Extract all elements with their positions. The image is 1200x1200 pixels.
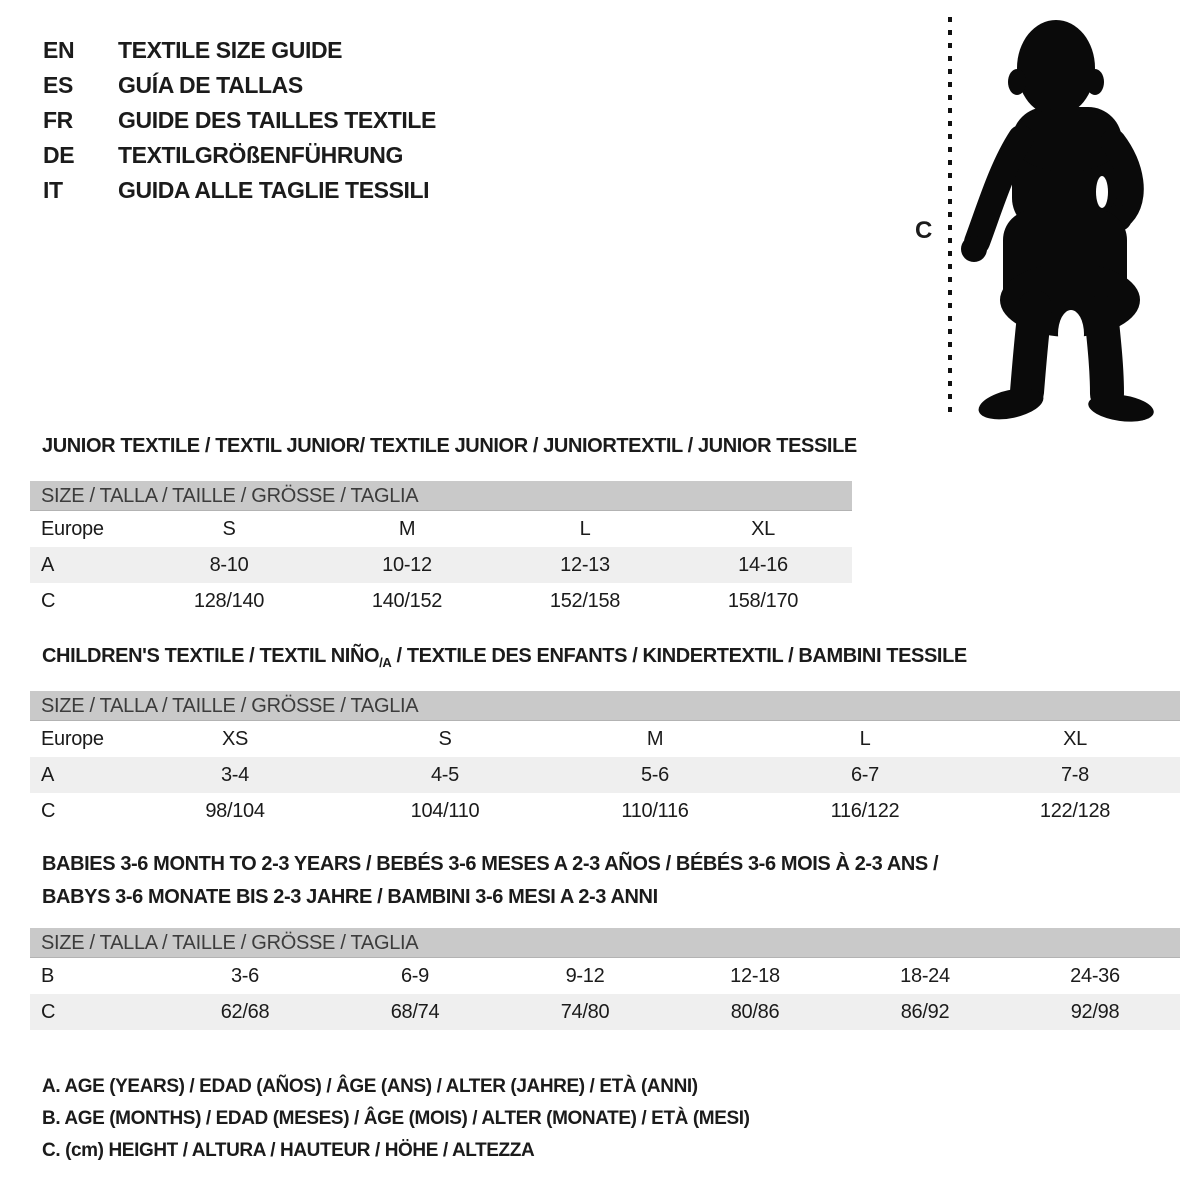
note-height-cm: C. (cm) HEIGHT / ALTURA / HAUTEUR / HÖHE / ALTEZZA — [42, 1140, 535, 1161]
table-cell: L — [579, 517, 591, 540]
babies-size-table — [30, 928, 1180, 1030]
lang-code: DE — [43, 142, 75, 168]
section-title-babies-line2 — [42, 886, 658, 909]
table-cell: 12-13 — [560, 553, 610, 576]
lang-title: TEXTILE SIZE GUIDE — [118, 37, 343, 63]
row-label: Europe — [41, 727, 104, 750]
table-cell: 152/158 — [549, 589, 621, 612]
section-title-children-suffix: / TEXTILE DES ENFANTS / KINDERTEXTIL / BAMBINI TESSILE — [391, 645, 967, 667]
table-cell: 128/140 — [193, 589, 265, 612]
lang-code: IT — [43, 177, 63, 203]
table-cell: S — [222, 517, 236, 540]
table-cell: XL — [1063, 727, 1087, 750]
table-cell: 116/122 — [830, 799, 900, 822]
table-cell: 6-7 — [850, 763, 879, 786]
table-cell: 3-4 — [220, 763, 249, 786]
height-measure-label: C — [915, 217, 933, 244]
table-cell: 8-10 — [209, 553, 249, 576]
table-cell: 5-6 — [640, 763, 669, 786]
table-cell: L — [859, 727, 871, 750]
row-label: C — [41, 799, 56, 822]
table-cell: XL — [751, 517, 775, 540]
section-title-junior-text: JUNIOR TEXTILE / TEXTIL JUNIOR/ TEXTILE JUNIOR / JUNIORTEXTIL / JUNIOR TESSILE — [42, 435, 857, 457]
table-cell: 98/104 — [205, 799, 265, 822]
table-cell: 4-5 — [430, 763, 459, 786]
table-row-europe — [30, 511, 852, 547]
table-cell: 24-36 — [1070, 964, 1120, 987]
baby-silhouette-figure — [905, 12, 1175, 424]
table-cell: 92/98 — [1070, 1000, 1120, 1023]
lang-title: GUÍA DE TALLAS — [118, 72, 303, 98]
table-row-height — [30, 994, 1180, 1030]
table-row-height — [30, 583, 852, 619]
table-cell: 7-8 — [1060, 763, 1089, 786]
lang-row-fr — [43, 103, 436, 138]
lang-row-de — [43, 138, 436, 173]
lang-code: FR — [43, 107, 73, 133]
table-cell: 140/152 — [371, 589, 443, 612]
row-label: A — [41, 553, 55, 576]
table-cell: XS — [221, 727, 249, 750]
table-cell: 18-24 — [900, 964, 950, 987]
note-age-months: B. AGE (MONTHS) / EDAD (MESES) / ÂGE (MOIS) / ALTER (MONATE) / ETÀ (MESI) — [42, 1108, 750, 1129]
table-cell: 80/86 — [730, 1000, 780, 1023]
row-label: A — [41, 763, 55, 786]
table-cell: M — [398, 517, 416, 540]
table-header-bar: SIZE / TALLA / TAILLE / GRÖSSE / TAGLIA — [30, 928, 1180, 958]
children-size-table — [30, 691, 1180, 829]
table-cell: 122/128 — [1039, 799, 1111, 822]
row-label: Europe — [41, 517, 104, 540]
baby-silhouette — [961, 20, 1155, 424]
table-cell: 86/92 — [900, 1000, 950, 1023]
table-cell: 14-16 — [738, 553, 788, 576]
section-title-children — [42, 645, 967, 670]
row-label: B — [41, 964, 55, 987]
table-cell: 110/116 — [621, 799, 689, 822]
table-cell: 62/68 — [220, 1000, 270, 1023]
section-title-children-sub: /A — [379, 655, 392, 670]
table-cell: 12-18 — [730, 964, 780, 987]
table-cell: 74/80 — [560, 1000, 610, 1023]
lang-title: GUIDA ALLE TAGLIE TESSILI — [118, 177, 430, 203]
table-cell: 10-12 — [382, 553, 432, 576]
section-title-babies-line1 — [42, 853, 938, 876]
table-cell: M — [646, 727, 664, 750]
language-legend — [43, 33, 436, 208]
table-row-europe — [30, 721, 1180, 757]
lang-title: TEXTILGRÖßENFÜHRUNG — [118, 142, 403, 168]
row-label: C — [41, 1000, 56, 1023]
section-title-babies-text1: BABIES 3-6 MONTH TO 2-3 YEARS / BEBÉS 3-6 MESES A 2-3 AÑOS / BÉBÉS 3-6 MOIS À 2-3 ANS / — [42, 853, 939, 875]
table-row-age — [30, 757, 1180, 793]
junior-size-table — [30, 481, 852, 619]
table-cell: 3-6 — [230, 964, 259, 987]
lang-row-en — [43, 33, 436, 68]
table-row-height — [30, 793, 1180, 829]
table-cell: S — [438, 727, 452, 750]
row-label: C — [41, 589, 56, 612]
table-cell: 6-9 — [400, 964, 429, 987]
section-title-junior — [42, 435, 857, 458]
table-cell: 9-12 — [565, 964, 605, 987]
table-row-age — [30, 547, 852, 583]
lang-code: ES — [43, 72, 73, 98]
lang-title: GUIDE DES TAILLES TEXTILE — [118, 107, 436, 133]
table-cell: 104/110 — [410, 799, 480, 822]
section-title-babies-text2: BABYS 3-6 MONATE BIS 2-3 JAHRE / BAMBINI 3-6 MESI A 2-3 ANNI — [42, 886, 658, 908]
lang-code: EN — [43, 37, 75, 63]
lang-row-es — [43, 68, 436, 103]
lang-row-it — [43, 173, 436, 208]
section-title-children-prefix: CHILDREN'S TEXTILE / TEXTIL NIÑO — [42, 645, 380, 667]
table-header-bar: SIZE / TALLA / TAILLE / GRÖSSE / TAGLIA — [30, 481, 852, 511]
table-cell: 68/74 — [390, 1000, 440, 1023]
table-header-bar: SIZE / TALLA / TAILLE / GRÖSSE / TAGLIA — [30, 691, 1180, 721]
note-age-years: A. AGE (YEARS) / EDAD (AÑOS) / ÂGE (ANS) / ALTER (JAHRE) / ETÀ (ANNI) — [42, 1076, 698, 1097]
table-cell: 158/170 — [727, 589, 799, 612]
table-row-age-months — [30, 958, 1180, 994]
